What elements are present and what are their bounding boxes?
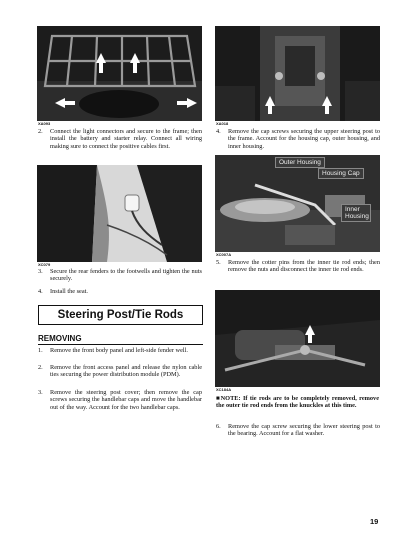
photo-fender-footwell (37, 165, 202, 262)
step-text: Remove the front body panel and left-side fender well. (50, 347, 188, 354)
photo-code: XC184A (216, 387, 232, 392)
page-number: 19 (370, 517, 379, 526)
step-item: 4. Remove the cap screws securing the upper steering post to the frame. Account for the housing cap, outer housing, and inner housing. (216, 128, 380, 150)
photo-steering-post-top (215, 26, 380, 121)
step-item: 6. Remove the cap screw securing the lower steering post to the bearing. Account for a flat washer. (216, 423, 380, 438)
photo-housings (215, 155, 380, 252)
photo-code: XA093 (38, 121, 51, 126)
step-item: 2. Remove the front access panel and release the nylon cable ties securing the power distribution module (PDM). (38, 364, 202, 379)
step-item: 1. Remove the front body panel and left-side fender well. (38, 347, 202, 354)
step-text: Connect the light connectors and secure to the frame; then install the battery and starter relay. Connect all wiring making sure to connect the positive cables first. (50, 128, 202, 150)
section-title: Steering Post/Tie Rods (38, 305, 203, 325)
removing-heading: REMOVING (38, 334, 82, 343)
step-text: Remove the steering post cover; then remove the cap screws securing the handlebar caps and move the handlebar out of the way. Account for the two handlebar caps. (50, 389, 202, 411)
step-item: 3. Remove the steering post cover; then remove the cap screws securing the handlebar caps and move the handlebar out of the way. Account for the two handlebar caps. (38, 389, 202, 411)
step-text: Remove the front access panel and release the nylon cable ties securing the power distribution module (PDM). (50, 364, 202, 379)
step-item: 3. Secure the rear fenders to the footwells and tighten the nuts securely. (38, 268, 202, 283)
photo-code: XC007A (216, 252, 232, 257)
callout-inner-housing: Inner Housing (341, 204, 371, 222)
step-item: 4. Install the seat. (38, 288, 202, 295)
note-text: ■NOTE: If tie rods are to be completely removed, remove the outer tie rod ends from the knuckles at this time. (216, 395, 379, 410)
callout-outer-housing: Outer Housing (275, 157, 325, 168)
heading-rule (38, 344, 203, 345)
step-text: Remove the cap screw securing the lower steering post to the bearing. Account for a flat washer. (228, 423, 380, 438)
step-text: Remove the cotter pins from the inner tie rod ends; then remove the nuts and disconnect the inner tie rod ends. (228, 259, 380, 274)
step-item: 2. Connect the light connectors and secure to the frame; then install the battery and starter relay. Connect all wiring making sure to connect the positive cables first. (38, 128, 202, 150)
step-text: Secure the rear fenders to the footwells and tighten the nuts securely. (50, 268, 202, 283)
step-item: 5. Remove the cotter pins from the inner tie rod ends; then remove the nuts and disconnect the inner tie rod ends. (216, 259, 380, 274)
photo-rear-rack (37, 26, 202, 121)
photo-tie-rods (215, 290, 380, 387)
callout-housing-cap: Housing Cap (318, 168, 364, 179)
step-text: Remove the cap screws securing the upper steering post to the frame. Account for the housing cap, outer housing, and inner housing. (228, 128, 380, 150)
photo-code: XA018 (216, 121, 229, 126)
step-text: Install the seat. (50, 288, 88, 295)
photo-code: XC079 (38, 262, 51, 267)
